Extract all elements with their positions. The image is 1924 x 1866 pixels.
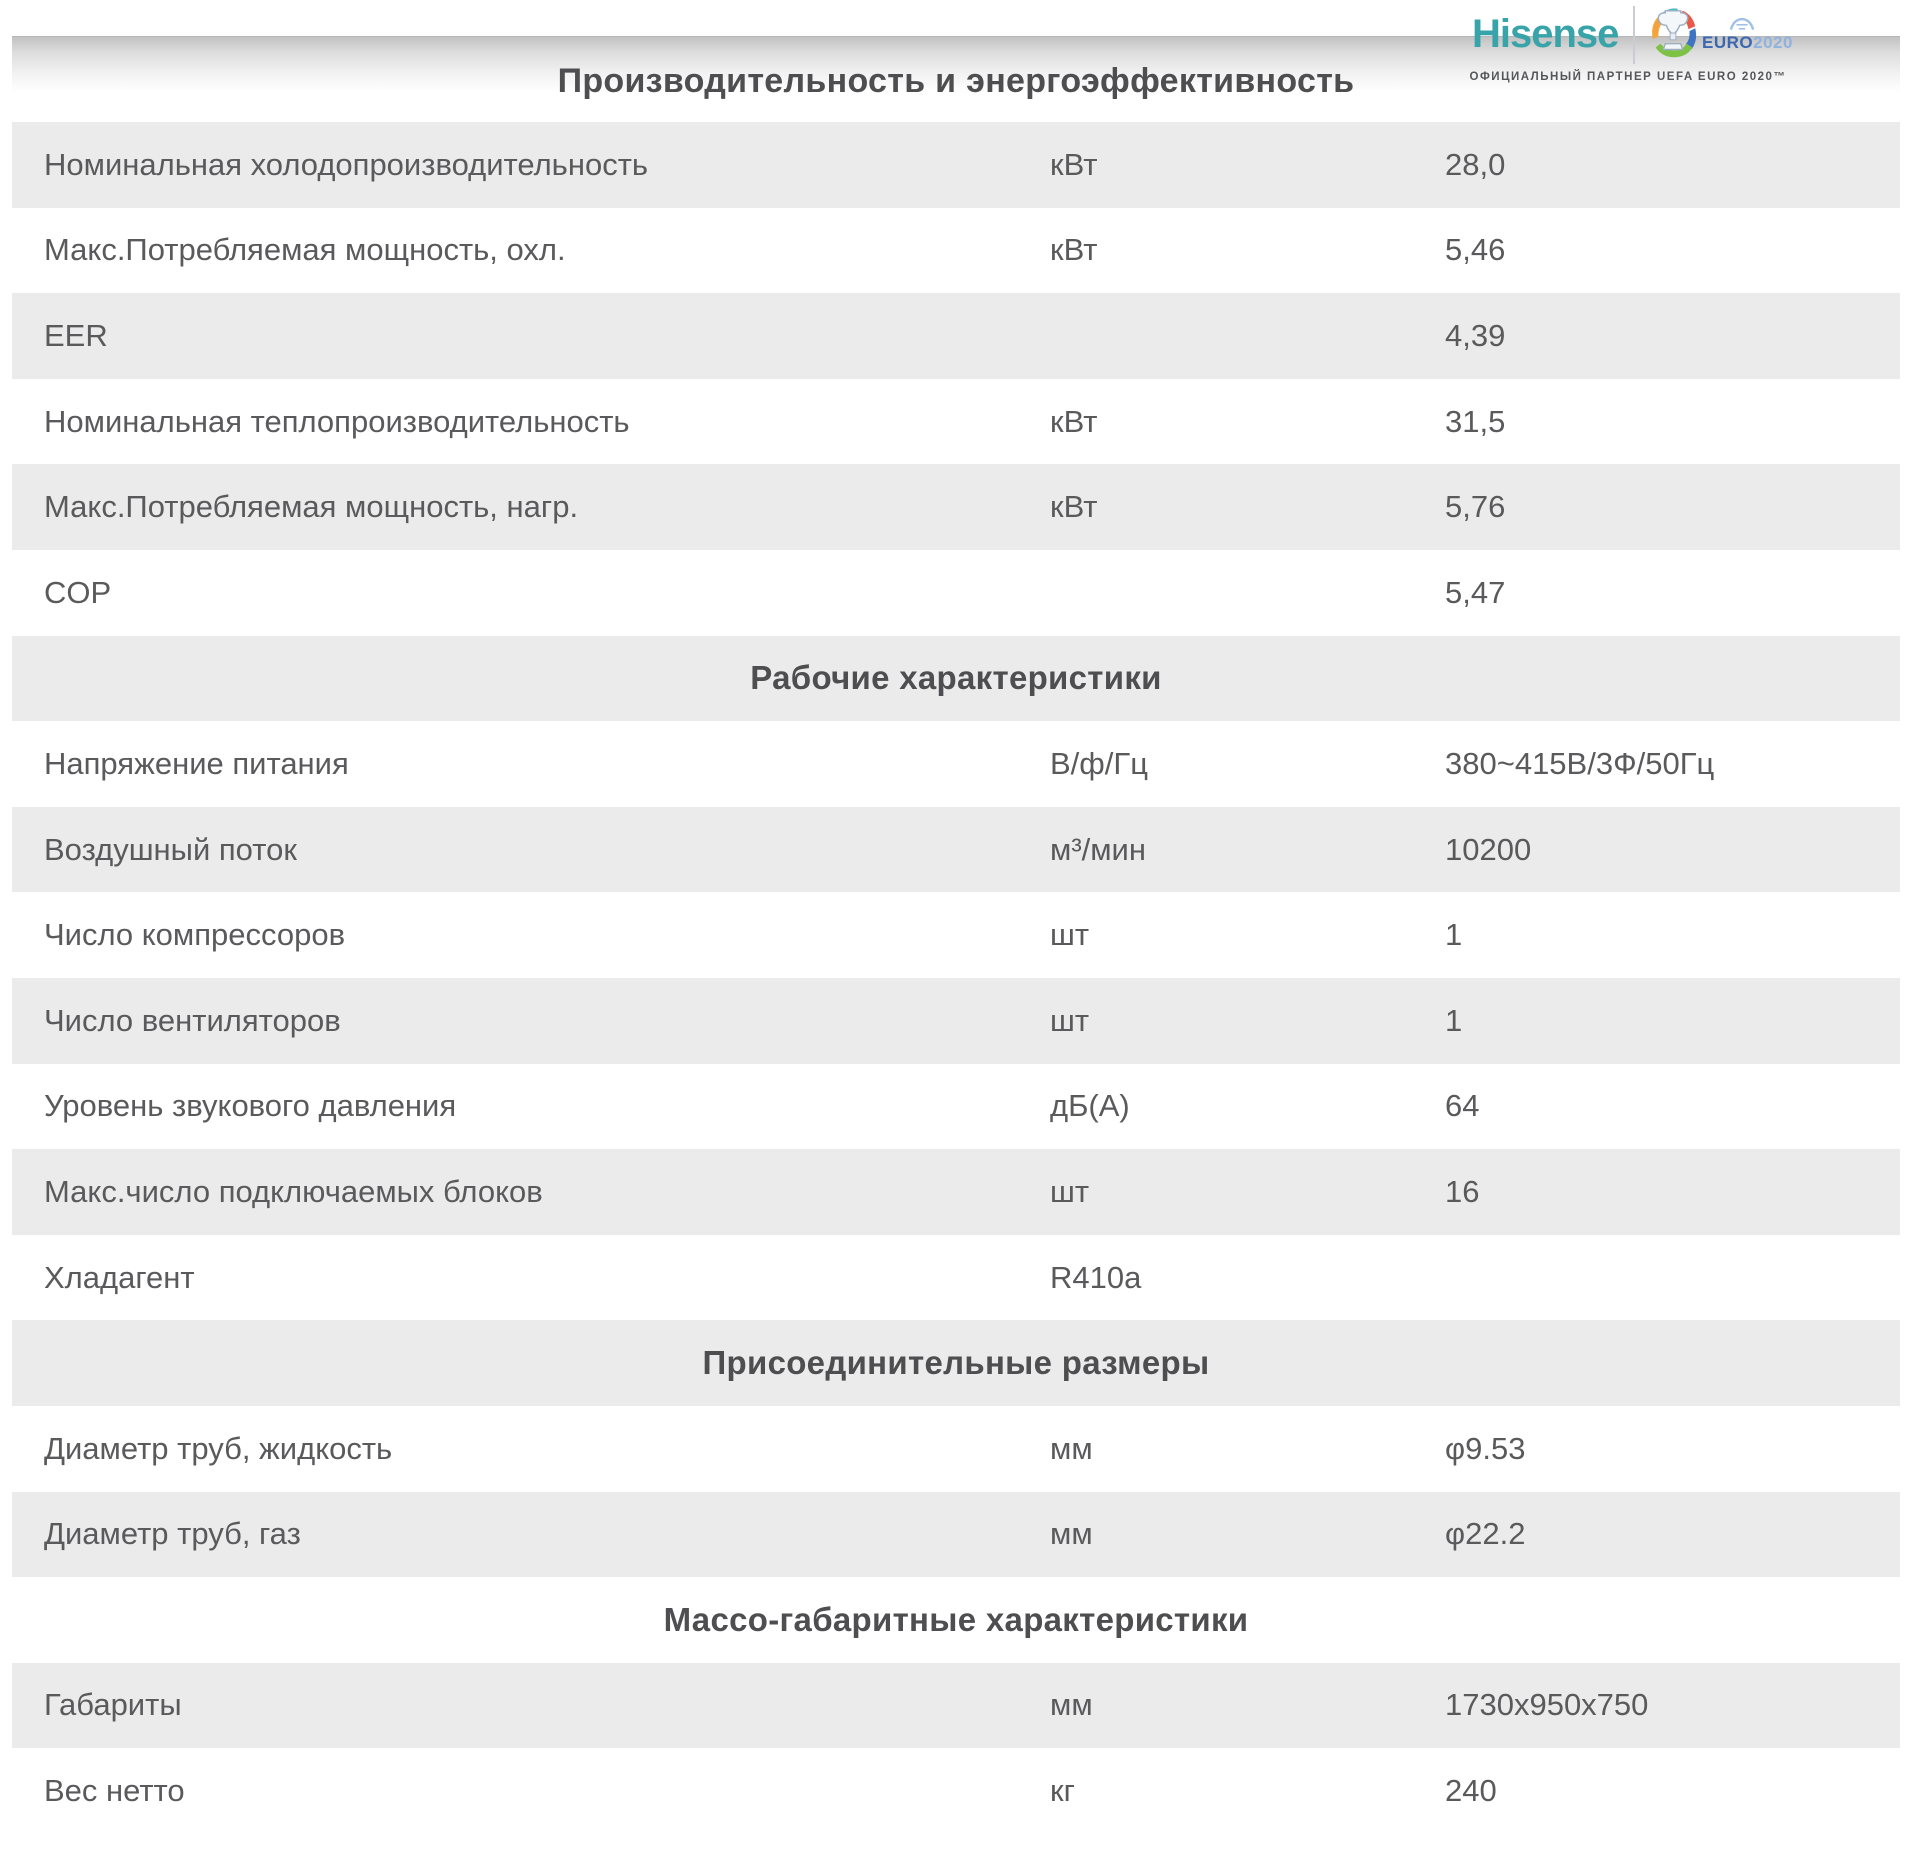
spec-name: Макс.Потребляемая мощность, охл. bbox=[44, 232, 566, 268]
spec-row bbox=[12, 379, 1900, 465]
spec-value: 31,5 bbox=[1445, 403, 1506, 439]
spec-name: Напряжение питания bbox=[44, 745, 349, 781]
spec-unit: R410a bbox=[1050, 1259, 1142, 1295]
spec-name: Вес нетто bbox=[44, 1773, 185, 1809]
section-title: Рабочие характеристики bbox=[750, 659, 1162, 697]
euro-year: 2020 bbox=[1753, 33, 1793, 52]
spec-row bbox=[12, 807, 1900, 893]
spec-value: 380~415В/3Ф/50Гц bbox=[1445, 745, 1715, 781]
spec-name: EER bbox=[44, 317, 108, 353]
spec-value: 1730x950x750 bbox=[1445, 1687, 1649, 1723]
section-header-row bbox=[12, 636, 1900, 722]
euro2020-trophy-icon bbox=[1644, 4, 1702, 64]
section-header-row bbox=[12, 1320, 1900, 1406]
spec-unit: мм bbox=[1050, 1516, 1093, 1552]
spec-row bbox=[12, 1663, 1900, 1749]
section-title: Присоединительные размеры bbox=[702, 1344, 1210, 1382]
spec-value: 240 bbox=[1445, 1773, 1497, 1809]
spec-row bbox=[12, 293, 1900, 379]
euro2020-wordmark bbox=[1702, 33, 1793, 53]
spec-row bbox=[12, 464, 1900, 550]
spec-row bbox=[12, 1235, 1900, 1321]
section-header-row bbox=[12, 1577, 1900, 1663]
logo-divider-line bbox=[1633, 6, 1635, 64]
euro-word: EURO bbox=[1702, 33, 1754, 52]
spec-row bbox=[12, 122, 1900, 208]
spec-name: Число вентиляторов bbox=[44, 1002, 341, 1038]
spec-unit: дБ(А) bbox=[1050, 1088, 1130, 1124]
spec-unit: мм bbox=[1050, 1430, 1093, 1466]
spec-value: 4,39 bbox=[1445, 317, 1506, 353]
spec-name: Диаметр труб, жидкость bbox=[44, 1430, 393, 1466]
spec-value: 1 bbox=[1445, 1002, 1463, 1038]
spec-unit: м³/мин bbox=[1050, 831, 1146, 867]
spec-table bbox=[12, 122, 1900, 1834]
spec-name: Номинальная теплопроизводительность bbox=[44, 403, 630, 439]
spec-value: 5,47 bbox=[1445, 574, 1506, 610]
spec-row bbox=[12, 1149, 1900, 1235]
spec-value: φ22.2 bbox=[1445, 1516, 1526, 1552]
spec-row bbox=[12, 208, 1900, 294]
page-title: Производительность и энергоэффективность bbox=[557, 62, 1355, 100]
spec-name: COP bbox=[44, 574, 112, 610]
spec-name: Хладагент bbox=[44, 1259, 195, 1295]
spec-value: 5,76 bbox=[1445, 489, 1506, 525]
spec-unit: кВт bbox=[1050, 489, 1098, 525]
spec-row bbox=[12, 721, 1900, 807]
spec-name: Габариты bbox=[44, 1687, 182, 1723]
spec-unit: В/ф/Гц bbox=[1050, 745, 1148, 781]
section-title: Массо-габаритные характеристики bbox=[663, 1600, 1249, 1638]
spec-unit: шт bbox=[1050, 917, 1090, 953]
spec-unit: кВт bbox=[1050, 232, 1098, 268]
spec-name: Номинальная холодопроизводительность bbox=[44, 146, 649, 182]
spec-value: 5,46 bbox=[1445, 232, 1506, 268]
uefa-crest-icon bbox=[1726, 16, 1758, 32]
spec-unit: кВт bbox=[1050, 403, 1098, 439]
spec-name: Уровень звукового давления bbox=[44, 1088, 457, 1124]
spec-name: Число компрессоров bbox=[44, 917, 346, 953]
partner-caption: ОФИЦИАЛЬНЫЙ ПАРТНЕР UEFA EURO 2020™ bbox=[1469, 71, 1787, 83]
spec-row bbox=[12, 892, 1900, 978]
spec-row bbox=[12, 978, 1900, 1064]
spec-value: 16 bbox=[1445, 1173, 1480, 1209]
spec-row bbox=[12, 550, 1900, 636]
spec-name: Диаметр труб, газ bbox=[44, 1516, 301, 1552]
spec-row bbox=[12, 1064, 1900, 1150]
spec-unit: кВт bbox=[1050, 146, 1098, 182]
spec-value: 28,0 bbox=[1445, 146, 1506, 182]
spec-value: 64 bbox=[1445, 1088, 1480, 1124]
spec-value: 1 bbox=[1445, 917, 1463, 953]
spec-unit: мм bbox=[1050, 1687, 1093, 1723]
spec-value: 10200 bbox=[1445, 831, 1532, 867]
spec-unit: шт bbox=[1050, 1002, 1090, 1038]
hisense-logo: Hisense bbox=[1472, 12, 1619, 56]
spec-value: φ9.53 bbox=[1445, 1430, 1526, 1466]
spec-name: Воздушный поток bbox=[44, 831, 297, 867]
spec-row bbox=[12, 1406, 1900, 1492]
spec-unit: кг bbox=[1050, 1773, 1075, 1809]
spec-row bbox=[12, 1492, 1900, 1578]
spec-name: Макс.Потребляемая мощность, нагр. bbox=[44, 489, 579, 525]
spec-row bbox=[12, 1748, 1900, 1834]
spec-name: Макс.число подключаемых блоков bbox=[44, 1173, 543, 1209]
spec-unit: шт bbox=[1050, 1173, 1090, 1209]
